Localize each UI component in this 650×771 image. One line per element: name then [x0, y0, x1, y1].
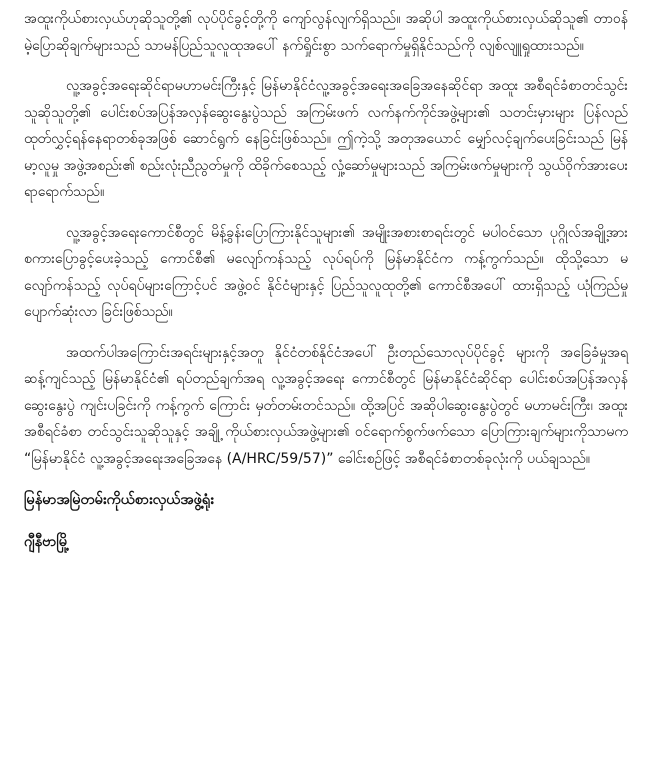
signature-place: ဂျီနီဗာမြို့	[24, 534, 70, 550]
paragraph-1: အထူးကိုယ်စားလှယ်ဟုဆိုသူတို့၏ လုပ်ပိုင်ခွင့်တို့ကို ကျော်လွန်လျက်ရှိသည်။ အဆိုပါ အထူးကိုယ်စားလှယ်ဆိုသူ၏ တာဝန်မဲ့ပြောဆိုချက်များသည် သာမန်ပြည်သူလူထုအပေါ် နက်ရှိုင်းစွာ သက်ရောက်မှုရှိနိုင်သည်ကို လျစ်လျူရှုထားသည်။	[24, 11, 628, 54]
paragraph-4: အထက်ပါအကြောင်းအရင်းများနှင့်အတူ နိုင်ငံတစ်နိုင်ငံအပေါ် ဦးတည်သောလုပ်ပိုင်ခွင့် များကို အခြေခံမှုအရ ဆန့်ကျင်သည့် မြန်မာနိုင်ငံ၏ ရပ်တည်ချက်အရ လူ့အခွင့်အရေး ကောင်စီတွင် မြန်မာနိုင်ငံဆိုင်ရာ ပေါင်းစပ်အပြန်အလှန်ဆွေးနွေးပွဲ ကျင်းပခြင်းကို ကန့်ကွက် ကြောင်း မှတ်တမ်းတင်သည်။ ထို့အပြင် အဆိုပါဆွေးနွေးပွဲတွင် မဟာမင်းကြီး၊ အထူး အစီရင်ခံစာ တင်သွင်းသူဆိုသူနှင့် အချို့ ကိုယ်စားလှယ်အဖွဲ့များ၏ ဝင်ရောက်စွက်ဖက်သော ပြောကြားချက်များကိုသာမက “မြန်မာနိုင်ငံ လူ့အခွင့်အရေးအခြေအနေ (A/HRC/59/57)” ခေါင်းစဉ်ဖြင့် အစီရင်ခံစာတစ်ခုလုံးကို ပယ်ချသည်။	[24, 344, 628, 467]
paragraph-2: လူ့အခွင့်အရေးဆိုင်ရာမဟာမင်းကြီးနှင့် မြန်မာနိုင်ငံလူ့အခွင့်အရေးအခြေအနေဆိုင်ရာ အထူး အစီရင်ခံစာတင်သွင်းသူဆိုသူတို့၏ ပေါင်းစပ်အပြန်အလှန်ဆွေးနွေးပွဲသည် အကြမ်းဖက် လက်နက်ကိုင်အဖွဲ့များ၏ သတင်းမှားများ ပြန်လည်ထုတ်လွှင့်ရန်နေရာတစ်ခုအဖြစ် ဆောင်ရွက် နေခြင်းဖြစ်သည်။ ဤကဲ့သို့ အတုအယောင် မျှော်လင့်ချက်ပေးခြင်းသည် မြန်မာ့လူမှု အဖွဲ့အစည်း၏ စည်းလုံးညီညွတ်မှုကို ထိခိုက်စေသည့် လှုံ့ဆော်မှုများသည် အကြမ်းဖက်မှုများကို သွယ်ဝိုက်အားပေးရာရောက်သည်။	[24, 78, 628, 200]
paragraph-3: လူ့အခွင့်အရေးကောင်စီတွင် မိန့်ခွန်းပြောကြားနိုင်သူများ၏ အမျိုးအစားစာရင်းတွင် မပါဝင်သော ပုဂ္ဂိုလ်အချို့အား စကားပြောခွင့်ပေးခဲ့သည့် ကောင်စီ၏ မလျော်ကန်သည့် လုပ်ရပ်ကို မြန်မာနိုင်ငံက ကန့်ကွက်သည်။ ထိုသို့သော မလျော်ကန်သည့် လုပ်ရပ်များကြောင့်ပင် အဖွဲ့ဝင် နိုင်ငံများနှင့် ပြည်သူလူထုတို့၏ ကောင်စီအပေါ် ထားရှိသည့် ယုံကြည်မှု ပျောက်ဆုံးလာ ခြင်းဖြစ်သည်။	[24, 224, 628, 320]
signature-org: မြန်မာအမြဲတမ်းကိုယ်စားလှယ်အဖွဲ့ရုံး	[24, 492, 214, 508]
